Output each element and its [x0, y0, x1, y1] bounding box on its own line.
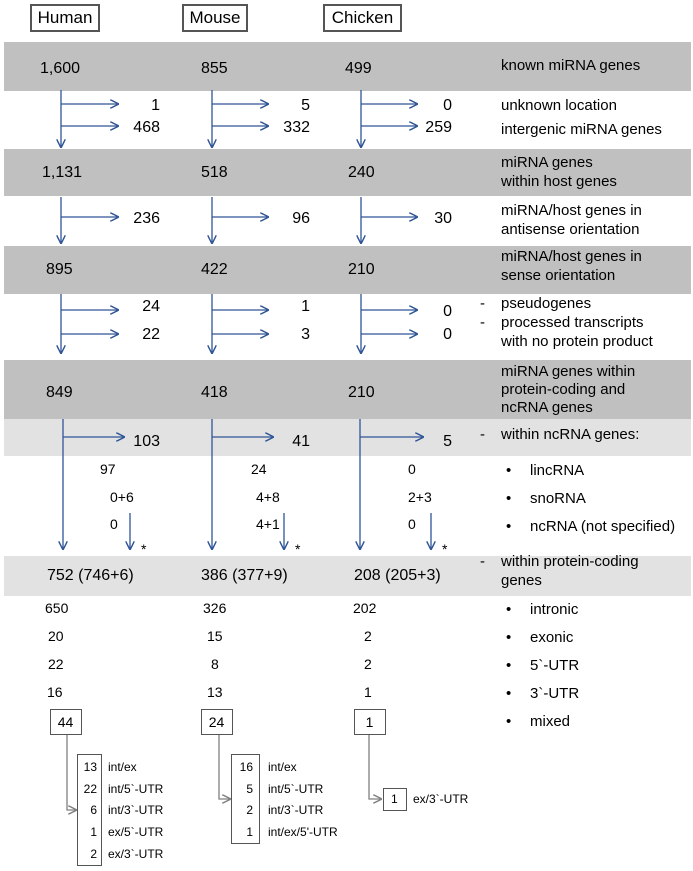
- intronic-chicken: 202: [353, 600, 377, 616]
- pc-human: 752 (746+6): [47, 567, 134, 584]
- antisense-chicken: 30: [434, 210, 452, 227]
- processed-chicken: 0: [443, 326, 452, 343]
- bullet-lincrna: •: [506, 462, 512, 479]
- utr3-chicken: 1: [364, 684, 372, 700]
- label-pc-nc-1: miRNA genes within: [501, 363, 636, 380]
- label-sense-1: miRNA/host genes in: [501, 248, 642, 265]
- label-exonic: exonic: [530, 629, 574, 646]
- pc-nc-mouse: 418: [201, 384, 228, 401]
- mixed-human-n: 22: [83, 782, 97, 796]
- label-antisense-1: miRNA/host genes in: [501, 202, 642, 219]
- bullet-mixed: •: [506, 713, 512, 730]
- mixed-human-n: 6: [90, 803, 97, 817]
- label-pc-nc-2: protein-coding and: [501, 381, 626, 398]
- lincrna-mouse: 24: [251, 461, 267, 477]
- mixed-human-label: int/ex: [108, 760, 137, 774]
- sense-human: 895: [46, 261, 73, 278]
- label-pc-1: within protein-coding: [501, 553, 639, 570]
- lincrna-chicken: 0: [408, 461, 416, 477]
- known-mouse: 855: [201, 60, 228, 77]
- header-chicken: Chicken: [323, 4, 402, 32]
- pseudo-mouse: 1: [301, 298, 310, 315]
- ncrna-mouse: 41: [292, 433, 310, 450]
- ncrna-chicken: 5: [443, 433, 452, 450]
- label-host-1: miRNA genes: [501, 154, 593, 171]
- label-processed-1: processed transcripts: [501, 314, 644, 331]
- ncrna-ns-chicken: 0: [408, 516, 416, 532]
- pseudo-human: 24: [142, 298, 160, 315]
- label-utr5: 5`-UTR: [530, 657, 580, 674]
- asterisk-chicken: *: [442, 541, 448, 557]
- mixed-human-n: 13: [83, 760, 97, 774]
- pseudo-chicken: 0: [443, 303, 452, 320]
- utr5-chicken: 2: [364, 656, 372, 672]
- mixed-mouse-label: int/3`-UTR: [268, 803, 324, 817]
- known-chicken: 499: [345, 60, 372, 77]
- processed-human: 22: [142, 326, 160, 343]
- label-intronic: intronic: [530, 601, 579, 618]
- intergenic-mouse: 332: [283, 119, 310, 136]
- bullet-ncrna-ns: •: [506, 518, 512, 535]
- pc-mouse: 386 (377+9): [201, 567, 288, 584]
- header-human: Human: [30, 4, 100, 32]
- mixed-chicken: 1: [365, 714, 374, 730]
- mixed-mouse-n: 1: [246, 825, 253, 839]
- unknown-chicken: 0: [443, 97, 452, 114]
- label-pseudogenes: pseudogenes: [501, 295, 592, 312]
- intergenic-chicken: 259: [425, 119, 452, 136]
- intergenic-human: 468: [133, 119, 160, 136]
- dash-ncrna: -: [480, 426, 485, 443]
- ncrna-ns-human: 0: [110, 516, 118, 532]
- label-sense-2: sense orientation: [501, 267, 616, 284]
- pc-nc-chicken: 210: [348, 384, 375, 401]
- label-intergenic: intergenic miRNA genes: [501, 121, 662, 138]
- pc-nc-human: 849: [46, 384, 73, 401]
- connector-mouse-mixed: [219, 734, 230, 799]
- known-human: 1,600: [40, 60, 81, 77]
- bullet-intronic: •: [506, 601, 512, 618]
- pc-chicken: 208 (205+3): [354, 567, 441, 584]
- mixed-mouse-n: 2: [246, 803, 253, 817]
- label-processed-2: with no protein product: [501, 333, 653, 350]
- mixed-human-label: ex/3`-UTR: [108, 847, 164, 861]
- sense-mouse: 422: [201, 261, 228, 278]
- mixed-human-label: int/3`-UTR: [108, 803, 164, 817]
- dash-processed: -: [480, 314, 485, 331]
- bullet-exonic: •: [506, 629, 512, 646]
- mixed-box-mouse: [201, 709, 233, 735]
- mixed-human-n: 1: [90, 825, 97, 839]
- label-lincrna: lincRNA: [530, 462, 585, 479]
- exonic-human: 20: [48, 628, 64, 644]
- utr5-mouse: 8: [211, 656, 219, 672]
- label-snorna: snoRNA: [530, 490, 586, 507]
- label-mixed: mixed: [530, 713, 571, 730]
- dash-pseudo: -: [480, 295, 485, 312]
- exonic-mouse: 15: [207, 628, 223, 644]
- intronic-human: 650: [45, 600, 69, 616]
- bullet-snorna: •: [506, 490, 512, 507]
- lincrna-human: 97: [100, 461, 116, 477]
- bullet-utr5: •: [506, 657, 512, 674]
- antisense-mouse: 96: [292, 210, 310, 227]
- label-pc-nc-3: ncRNA genes: [501, 399, 593, 416]
- label-within-ncrna: within ncRNA genes:: [501, 426, 640, 443]
- mixed-mouse-label: int/ex: [268, 760, 297, 774]
- mixed-human-label: ex/5`-UTR: [108, 825, 164, 839]
- label-host-2: within host genes: [501, 173, 617, 190]
- mixed-human: 44: [57, 714, 74, 730]
- mixed-mouse-label: int/ex/5'-UTR: [268, 825, 338, 839]
- host-chicken: 240: [348, 164, 375, 181]
- mixed-box-human: [50, 709, 82, 735]
- label-ncrna-not-specified: ncRNA (not specified): [530, 518, 676, 535]
- asterisk-human: *: [141, 541, 147, 557]
- mixed-mouse-n: 16: [239, 760, 253, 774]
- mixed-mouse-n: 5: [246, 782, 253, 796]
- utr3-human: 16: [47, 684, 63, 700]
- sense-chicken: 210: [348, 261, 375, 278]
- mixed-box-chicken: [354, 709, 386, 735]
- ncrna-human: 103: [133, 433, 160, 450]
- ncrna-ns-mouse: 4+1: [256, 516, 280, 532]
- host-human: 1,131: [42, 164, 83, 181]
- connector-human-mixed: [67, 734, 76, 810]
- exonic-chicken: 2: [364, 628, 372, 644]
- mixed-chicken-label: ex/3`-UTR: [413, 792, 469, 806]
- asterisk-mouse: *: [295, 541, 301, 557]
- header-mouse: Mouse: [182, 4, 248, 32]
- mixed-human-label: int/5`-UTR: [108, 782, 164, 796]
- mixed-mouse: 24: [208, 714, 225, 730]
- intronic-mouse: 326: [203, 600, 227, 616]
- mixed-human-n: 2: [90, 847, 97, 861]
- unknown-human: 1: [151, 97, 160, 114]
- host-mouse: 518: [201, 164, 228, 181]
- snorna-mouse: 4+8: [256, 489, 280, 505]
- unknown-mouse: 5: [301, 97, 310, 114]
- mixed-mouse-label: int/5`-UTR: [268, 782, 324, 796]
- label-antisense-2: antisense orientation: [501, 221, 640, 238]
- dash-pc: -: [480, 553, 485, 570]
- antisense-human: 236: [133, 210, 160, 227]
- label-unknown-location: unknown location: [501, 97, 617, 114]
- label-utr3: 3`-UTR: [530, 685, 580, 702]
- snorna-chicken: 2+3: [408, 489, 432, 505]
- snorna-human: 0+6: [110, 489, 134, 505]
- connector-chicken-mixed: [369, 734, 381, 799]
- label-pc-2: genes: [501, 572, 542, 589]
- label-known: known miRNA genes: [501, 57, 641, 74]
- processed-mouse: 3: [301, 326, 310, 343]
- utr3-mouse: 13: [207, 684, 223, 700]
- utr5-human: 22: [48, 656, 64, 672]
- bullet-utr3: •: [506, 685, 512, 702]
- mixed-chicken-n: 1: [391, 792, 398, 806]
